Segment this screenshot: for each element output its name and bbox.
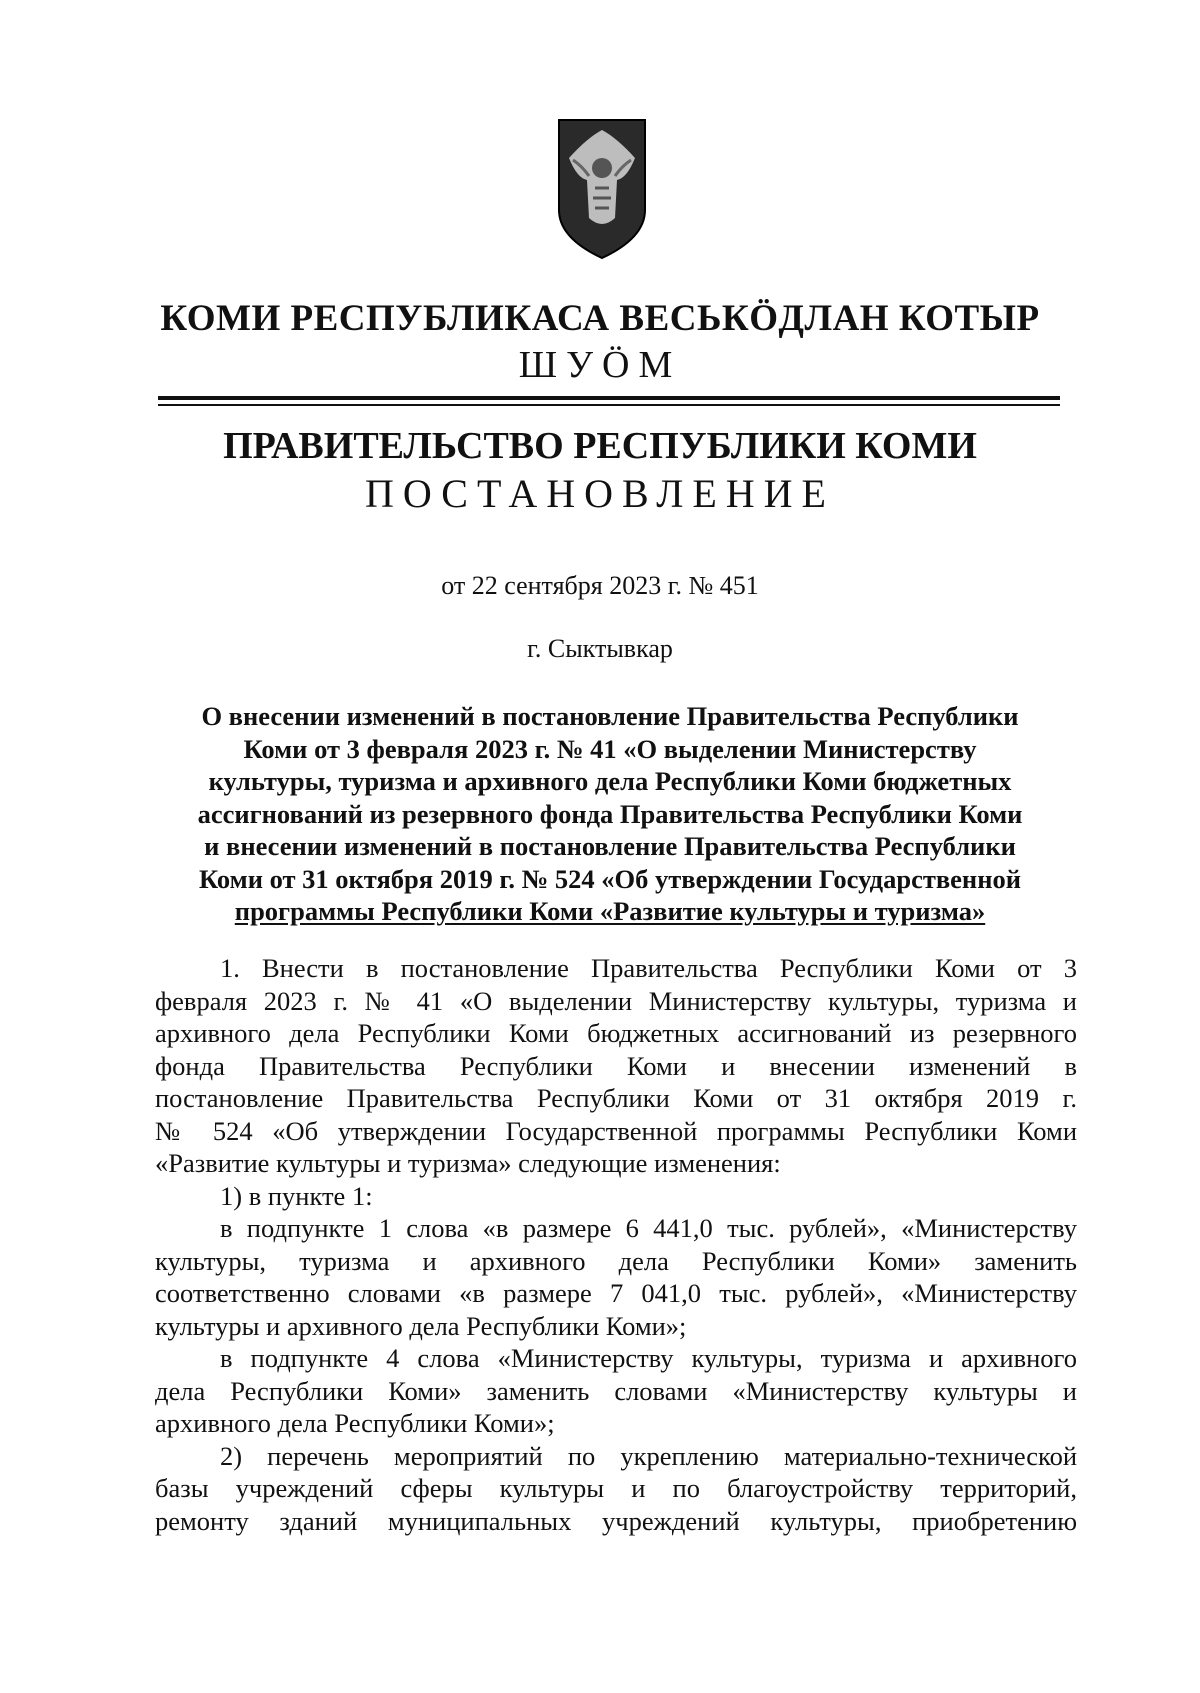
- komi-decree-subtitle: ШУӦМ: [518, 344, 682, 386]
- body-line: дела Республики Коми» заменить словами «Министерству культуры и: [155, 1375, 1077, 1406]
- komi-government-title: КОМИ РЕСПУБЛИКАСА ВЕСЬКӦДЛАН КОТЫР: [160, 298, 1040, 339]
- body-line: архивного дела Республики Коми»;: [155, 1408, 555, 1438]
- document-heading: [150, 700, 1070, 928]
- body-line: культуры, туризма и архивного дела Республики Коми» заменить: [155, 1245, 1077, 1276]
- body-line: культуры и архивного дела Республики Коми»;: [155, 1310, 687, 1341]
- body-line: февраля 2023 г. № 41 «О выделении Министерству культуры, туризма и: [155, 985, 1077, 1016]
- decree-subtitle: ПОСТАНОВЛЕНИЕ: [365, 471, 835, 516]
- document-place: г. Сыктывкар: [527, 634, 673, 663]
- body-line: соответственно словами «в размере 7 041,0 тыс. рублей», «Министерству: [155, 1278, 1077, 1308]
- heading-line: Коми от 3 февраля 2023 г. № 41 «О выделении Министерству: [243, 733, 977, 764]
- body-line: постановление Правительства Республики Коми от 31 октября 2019 г.: [155, 1083, 1077, 1113]
- government-title: ПРАВИТЕЛЬСТВО РЕСПУБЛИКИ КОМИ: [223, 425, 977, 467]
- document-date-number: от 22 сентября 2023 г. № 451: [441, 571, 759, 600]
- heading-line: программы Республики Коми «Развитие культуры и туризма»: [234, 896, 986, 926]
- heading-line: Коми от 31 октября 2019 г. № 524 «Об утверждении Государственной: [199, 863, 1021, 894]
- heading-line: и внесении изменений в постановление Правительства Республики: [204, 831, 1016, 861]
- body-line: 1) в пункте 1:: [220, 1180, 373, 1211]
- body-line: в подпункте 4 слова «Министерству культуры, туризма и архивного: [220, 1343, 1077, 1373]
- body-line: № 524 «Об утверждении Государственной программы Республики Коми: [155, 1115, 1077, 1146]
- body-line: фонда Правительства Республики Коми и внесении изменений в: [155, 1050, 1077, 1081]
- body-line: архивного дела Республики Коми бюджетных ассигнований из резервного: [155, 1018, 1077, 1048]
- heading-line: ассигнований из резервного фонда Правительства Республики Коми: [197, 798, 1023, 829]
- coat-of-arms-icon: [557, 118, 647, 263]
- body-line: базы учреждений сферы культуры и по благоустройству территорий,: [155, 1473, 1077, 1503]
- body-line: 2) перечень мероприятий по укреплению материально-технической: [220, 1440, 1077, 1471]
- body-line: в подпункте 1 слова «в размере 6 441,0 тыс. рублей», «Министерству: [220, 1213, 1077, 1243]
- body-line: «Развитие культуры и туризма» следующие изменения:: [155, 1148, 781, 1178]
- header-divider-thick: [158, 396, 1060, 400]
- body-line: 1. Внести в постановление Правительства Республики Коми от 3: [220, 953, 1077, 983]
- document-body: [155, 952, 1077, 1537]
- heading-line: О внесении изменений в постановление Правительства Республики: [201, 701, 1019, 731]
- header-divider-thin: [158, 404, 1060, 406]
- body-line: ремонту зданий муниципальных учреждений культуры, приобретению: [155, 1505, 1077, 1536]
- heading-line: культуры, туризма и архивного дела Республики Коми бюджетных: [208, 766, 1012, 796]
